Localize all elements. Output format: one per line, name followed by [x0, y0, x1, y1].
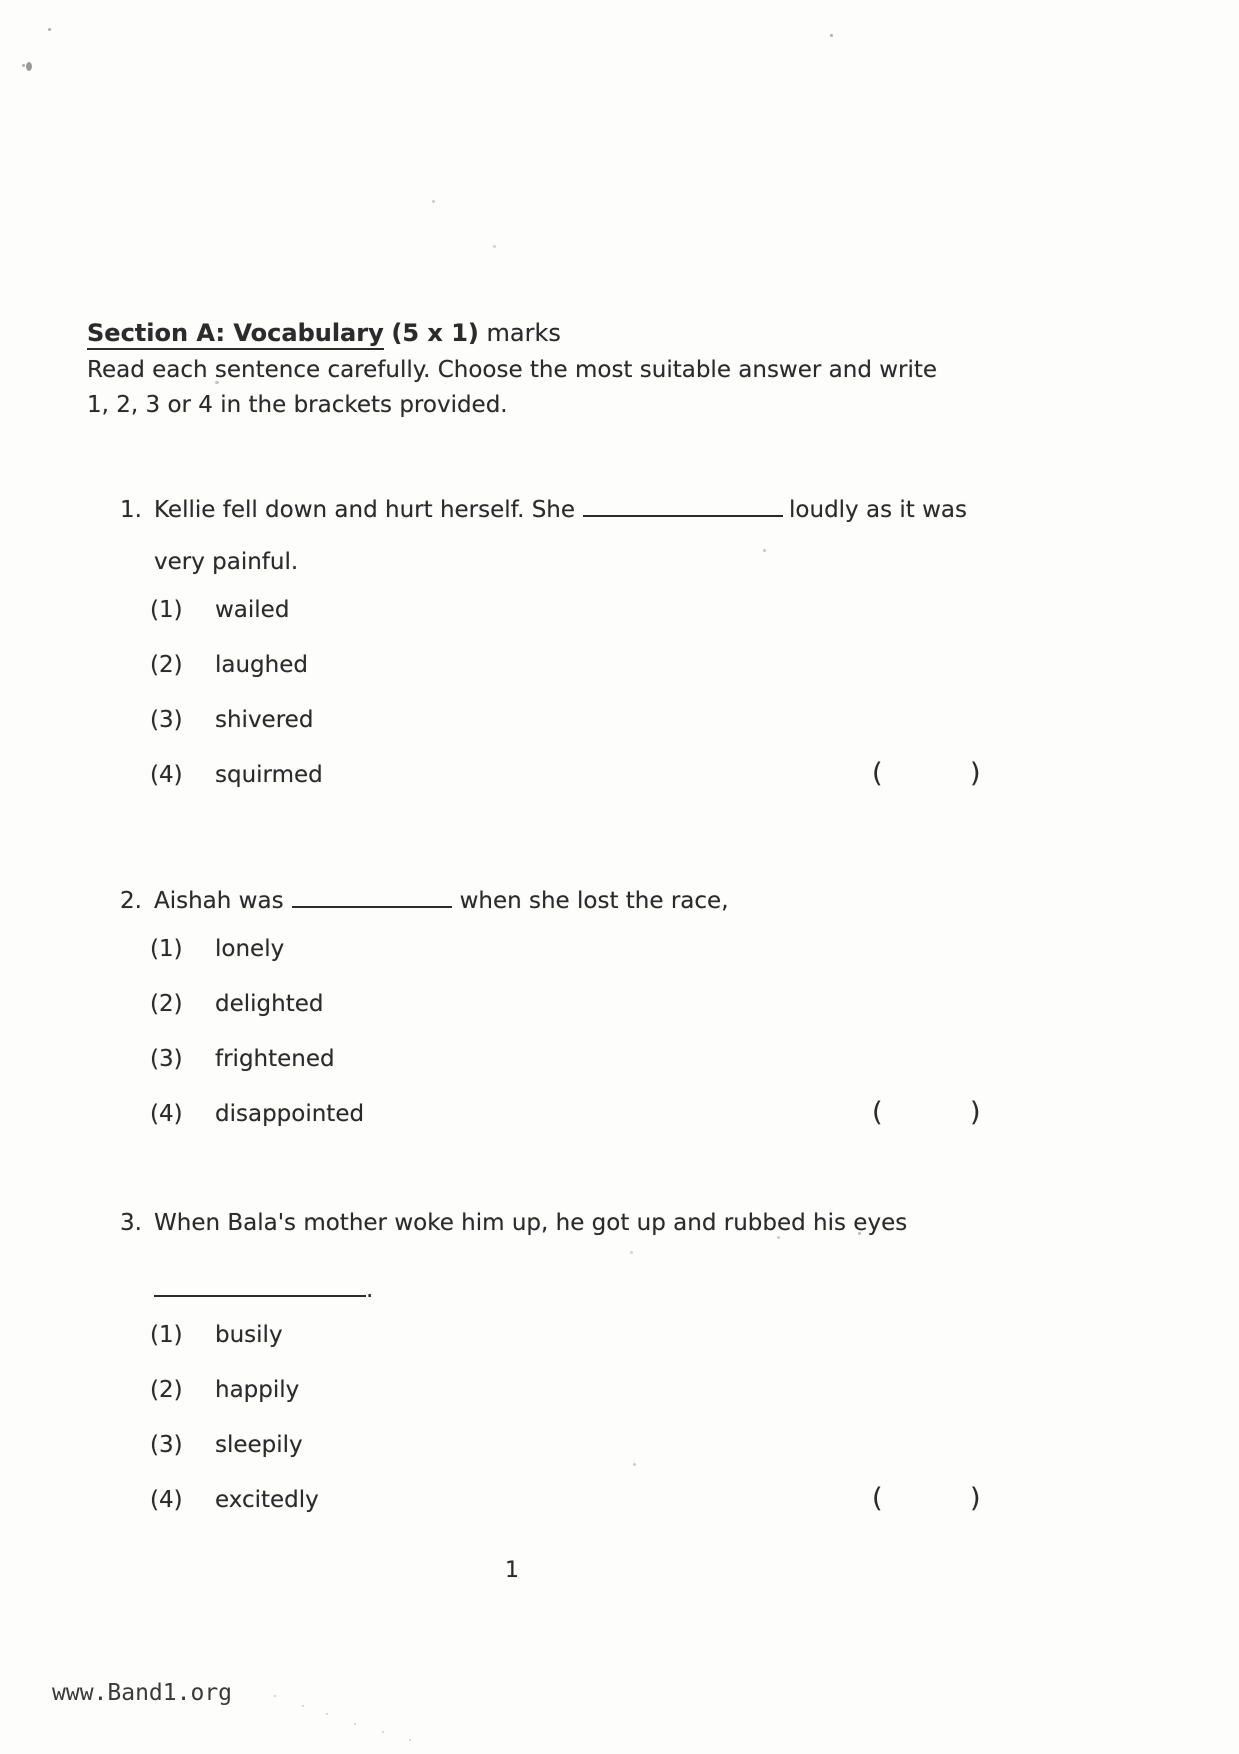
answer-bracket-close: ) [970, 1483, 981, 1514]
option-label: (1) [150, 597, 183, 623]
instructions-line-1: Read each sentence carefully. Choose the most suitable answer and write [87, 357, 938, 383]
option-label: (1) [150, 936, 183, 962]
scan-speck [432, 200, 435, 203]
question-1-text-line-2: very painful. [154, 549, 299, 575]
option-text: laughed [215, 652, 308, 678]
option-row [120, 758, 1160, 817]
answer-blank [292, 883, 452, 908]
option-label: (3) [150, 707, 183, 733]
option-text: shivered [215, 707, 314, 733]
option-row [120, 1046, 1160, 1101]
question-3-text: When Bala's mother woke him up, he got up and rubbed his eyes [154, 1210, 908, 1236]
question-3-options [120, 1322, 1160, 1542]
answer-blank [583, 492, 783, 517]
scan-dust-trail [265, 1688, 425, 1748]
option-text: delighted [215, 991, 324, 1017]
question-1 [120, 492, 1160, 817]
question-2 [120, 883, 1160, 1156]
option-label: (3) [150, 1432, 183, 1458]
section-title: Section A: Vocabulary [87, 319, 384, 350]
option-row [120, 991, 1160, 1046]
option-text: sleepily [215, 1432, 303, 1458]
scan-speck [26, 62, 32, 71]
option-label: (4) [150, 762, 183, 788]
question-3 [120, 1210, 1160, 1542]
marks-suffix: marks [486, 319, 561, 347]
option-row [120, 597, 1160, 652]
answer-blank-row [154, 1272, 1160, 1303]
option-row [120, 652, 1160, 707]
option-row [120, 707, 1160, 762]
scan-speck [830, 34, 833, 37]
option-text: frightened [215, 1046, 335, 1072]
option-text: disappointed [215, 1101, 365, 1127]
question-3-number: 3. [120, 1210, 142, 1236]
option-row [120, 1377, 1160, 1432]
option-row [120, 1097, 1160, 1156]
scan-speck [493, 245, 496, 248]
option-text: excitedly [215, 1487, 319, 1513]
option-label: (1) [150, 1322, 183, 1348]
option-label: (2) [150, 1377, 183, 1403]
answer-bracket-open: ( [872, 1097, 883, 1128]
website-watermark: www.Band1.org [52, 1680, 233, 1706]
scan-speck [22, 64, 25, 67]
option-label: (4) [150, 1101, 183, 1127]
scan-speck [48, 28, 51, 31]
section-header [87, 316, 561, 351]
option-text: happily [215, 1377, 300, 1403]
option-text: lonely [215, 936, 285, 962]
option-row [120, 1483, 1160, 1542]
option-label: (3) [150, 1046, 183, 1072]
answer-bracket-open: ( [872, 758, 883, 789]
option-row [120, 1432, 1160, 1487]
instructions-line-2: 1, 2, 3 or 4 in the brackets provided. [87, 392, 508, 418]
question-2-text: Aishah was when she lost the race, [154, 883, 1160, 914]
blank-suffix: . [366, 1277, 374, 1303]
question-2-number: 2. [120, 888, 142, 914]
option-text: busily [215, 1322, 283, 1348]
question-1-options [120, 597, 1160, 817]
answer-bracket-open: ( [872, 1483, 883, 1514]
option-label: (4) [150, 1487, 183, 1513]
page-number: 1 [505, 1558, 519, 1583]
answer-blank [154, 1272, 366, 1297]
option-label: (2) [150, 991, 183, 1017]
question-1-number: 1. [120, 497, 142, 523]
option-text: wailed [215, 597, 290, 623]
question-2-options [120, 936, 1160, 1156]
answer-bracket-close: ) [970, 758, 981, 789]
option-label: (2) [150, 652, 183, 678]
marks-formula: (5 x 1) [391, 319, 479, 347]
option-row [120, 1322, 1160, 1377]
question-1-text: Kellie fell down and hurt herself. She loudly as it was [154, 492, 1160, 523]
option-row [120, 936, 1160, 991]
answer-bracket-close: ) [970, 1097, 981, 1128]
option-text: squirmed [215, 762, 323, 788]
